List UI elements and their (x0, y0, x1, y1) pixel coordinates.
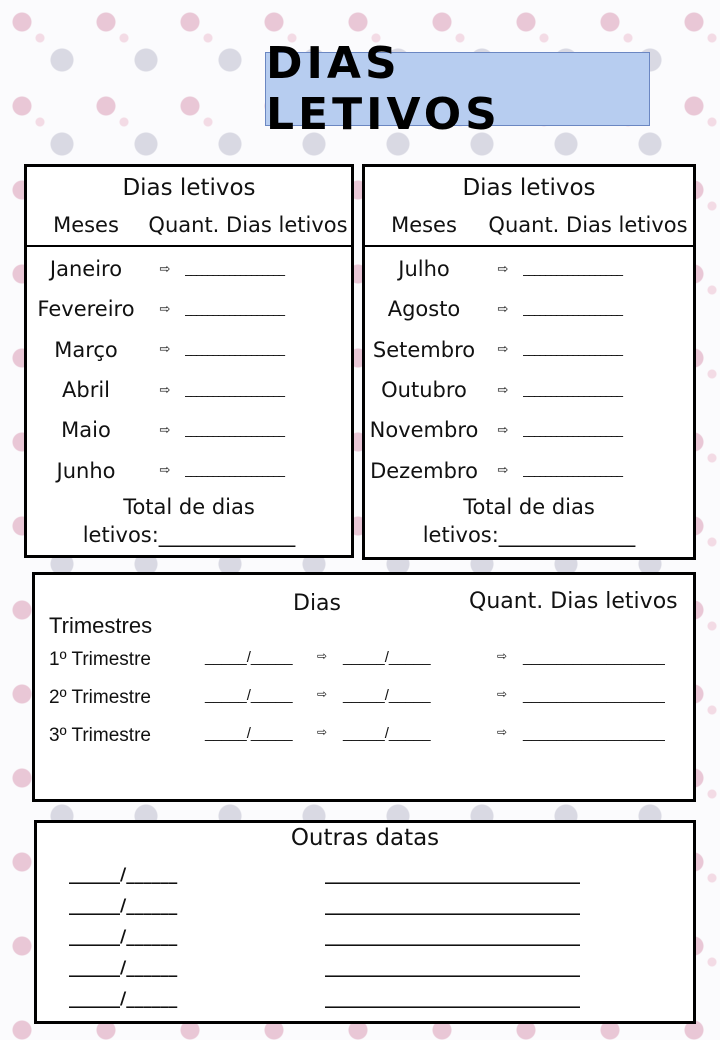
month-row (365, 330, 693, 370)
arrow-icon: ⇨ (497, 301, 509, 317)
start-date-blank[interactable]: _____/_____ (205, 687, 293, 704)
days-column-header: Dias (293, 591, 341, 616)
month-label: Janeiro (49, 257, 123, 282)
other-dates-title: Outras datas (290, 825, 440, 851)
blank-line[interactable]: __________________ (523, 261, 622, 277)
page-title: DIAS LETIVOS (266, 38, 501, 140)
quantity-blank[interactable]: _________________ (523, 687, 665, 704)
quantity-blank[interactable]: _________________ (523, 649, 665, 666)
column-headers (365, 205, 693, 247)
arrow-icon: ⇨ (497, 687, 508, 701)
other-date-row (37, 865, 693, 896)
month-row (27, 330, 351, 370)
date-blank[interactable]: ______/______ (69, 927, 178, 947)
arrow-icon: ⇨ (317, 649, 328, 663)
month-label: Novembro (369, 418, 479, 443)
date-blank[interactable]: ______/______ (69, 896, 178, 916)
start-date-blank[interactable]: _____/_____ (205, 649, 293, 666)
arrow-icon: ⇨ (317, 725, 328, 739)
arrow-icon: ⇨ (497, 342, 509, 358)
arrow-icon: ⇨ (317, 687, 328, 701)
month-label: Setembro (372, 337, 476, 362)
month-label: Junho (56, 458, 116, 483)
end-date-blank[interactable]: _____/_____ (343, 725, 431, 742)
quantity-column-header: Quant. Dias letivos (469, 589, 678, 614)
month-label: Outubro (381, 378, 467, 403)
month-label: Maio (61, 418, 111, 443)
semester-2-table (362, 164, 696, 560)
semester-1-table (24, 164, 354, 558)
months-column-header: Meses (391, 213, 457, 237)
total-blank[interactable]: letivos:_____________ (422, 522, 636, 547)
total-label (365, 493, 693, 549)
other-dates-table (34, 820, 696, 1024)
quantity-column-header: Quant. Dias letivos (148, 213, 348, 237)
month-label: Fevereiro (37, 297, 135, 322)
semester-heading: Dias letivos (462, 175, 596, 201)
other-date-row (37, 927, 693, 958)
quantity-blank[interactable]: _________________ (523, 725, 665, 742)
blank-line[interactable]: __________________ (523, 301, 622, 317)
description-blank[interactable]: ______________________________ (325, 958, 580, 978)
month-row (27, 249, 351, 289)
other-date-row (37, 896, 693, 927)
month-label: Abril (62, 378, 110, 403)
blank-line[interactable]: __________________ (523, 422, 622, 438)
arrow-icon: ⇨ (497, 649, 508, 663)
total-label (27, 493, 351, 549)
date-blank[interactable]: ______/______ (69, 958, 178, 978)
arrow-icon: ⇨ (497, 725, 508, 739)
month-row (365, 410, 693, 450)
description-blank[interactable]: ______________________________ (325, 865, 580, 885)
month-row (27, 289, 351, 329)
end-date-blank[interactable]: _____/_____ (343, 687, 431, 704)
blank-line[interactable]: __________________ (185, 382, 284, 398)
arrow-icon: ⇨ (497, 463, 509, 479)
trimester-label: 1º Trimestre (49, 649, 151, 670)
trimesters-table (32, 572, 696, 802)
blank-line[interactable]: __________________ (523, 382, 622, 398)
date-blank[interactable]: ______/______ (69, 865, 178, 885)
blank-line[interactable]: __________________ (523, 463, 622, 479)
blank-line[interactable]: __________________ (185, 301, 284, 317)
column-headers (27, 205, 351, 247)
blank-line[interactable]: __________________ (185, 463, 284, 479)
total-text: Total de dias (123, 494, 255, 519)
month-label: Julho (398, 257, 450, 282)
description-blank[interactable]: ______________________________ (325, 989, 580, 1009)
total-text: Total de dias (463, 494, 595, 519)
month-row (27, 450, 351, 490)
arrow-icon: ⇨ (159, 422, 171, 438)
trimester-label: 3º Trimestre (49, 725, 151, 746)
blank-line[interactable]: __________________ (185, 261, 284, 277)
month-row (27, 410, 351, 450)
month-row (365, 249, 693, 289)
month-row (365, 370, 693, 410)
trimesters-header: Trimestres (49, 613, 153, 638)
blank-line[interactable]: __________________ (185, 422, 284, 438)
arrow-icon: ⇨ (159, 382, 171, 398)
total-blank[interactable]: letivos:_____________ (82, 522, 296, 547)
months-column-header: Meses (53, 213, 119, 237)
trimester-row (47, 687, 687, 717)
arrow-icon: ⇨ (497, 422, 509, 438)
arrow-icon: ⇨ (159, 463, 171, 479)
start-date-blank[interactable]: _____/_____ (205, 725, 293, 742)
description-blank[interactable]: ______________________________ (325, 896, 580, 916)
blank-line[interactable]: __________________ (523, 342, 622, 358)
arrow-icon: ⇨ (159, 261, 171, 277)
trimester-row (47, 649, 687, 679)
end-date-blank[interactable]: _____/_____ (343, 649, 431, 666)
other-date-row (37, 989, 693, 1020)
month-label: Agosto (387, 297, 461, 322)
semester-heading: Dias letivos (122, 175, 256, 201)
month-row (27, 370, 351, 410)
month-label: Março (54, 337, 118, 362)
arrow-icon: ⇨ (497, 261, 509, 277)
trimester-label: 2º Trimestre (49, 687, 151, 708)
month-row (365, 289, 693, 329)
trimester-row (47, 725, 687, 755)
date-blank[interactable]: ______/______ (69, 989, 178, 1009)
blank-line[interactable]: __________________ (185, 342, 284, 358)
arrow-icon: ⇨ (159, 301, 171, 317)
description-blank[interactable]: ______________________________ (325, 927, 580, 947)
month-label: Dezembro (370, 458, 478, 483)
arrow-icon: ⇨ (159, 342, 171, 358)
title-banner (265, 38, 650, 140)
arrow-icon: ⇨ (497, 382, 509, 398)
other-date-row (37, 958, 693, 989)
month-row (365, 450, 693, 490)
quantity-column-header: Quant. Dias letivos (488, 213, 688, 237)
